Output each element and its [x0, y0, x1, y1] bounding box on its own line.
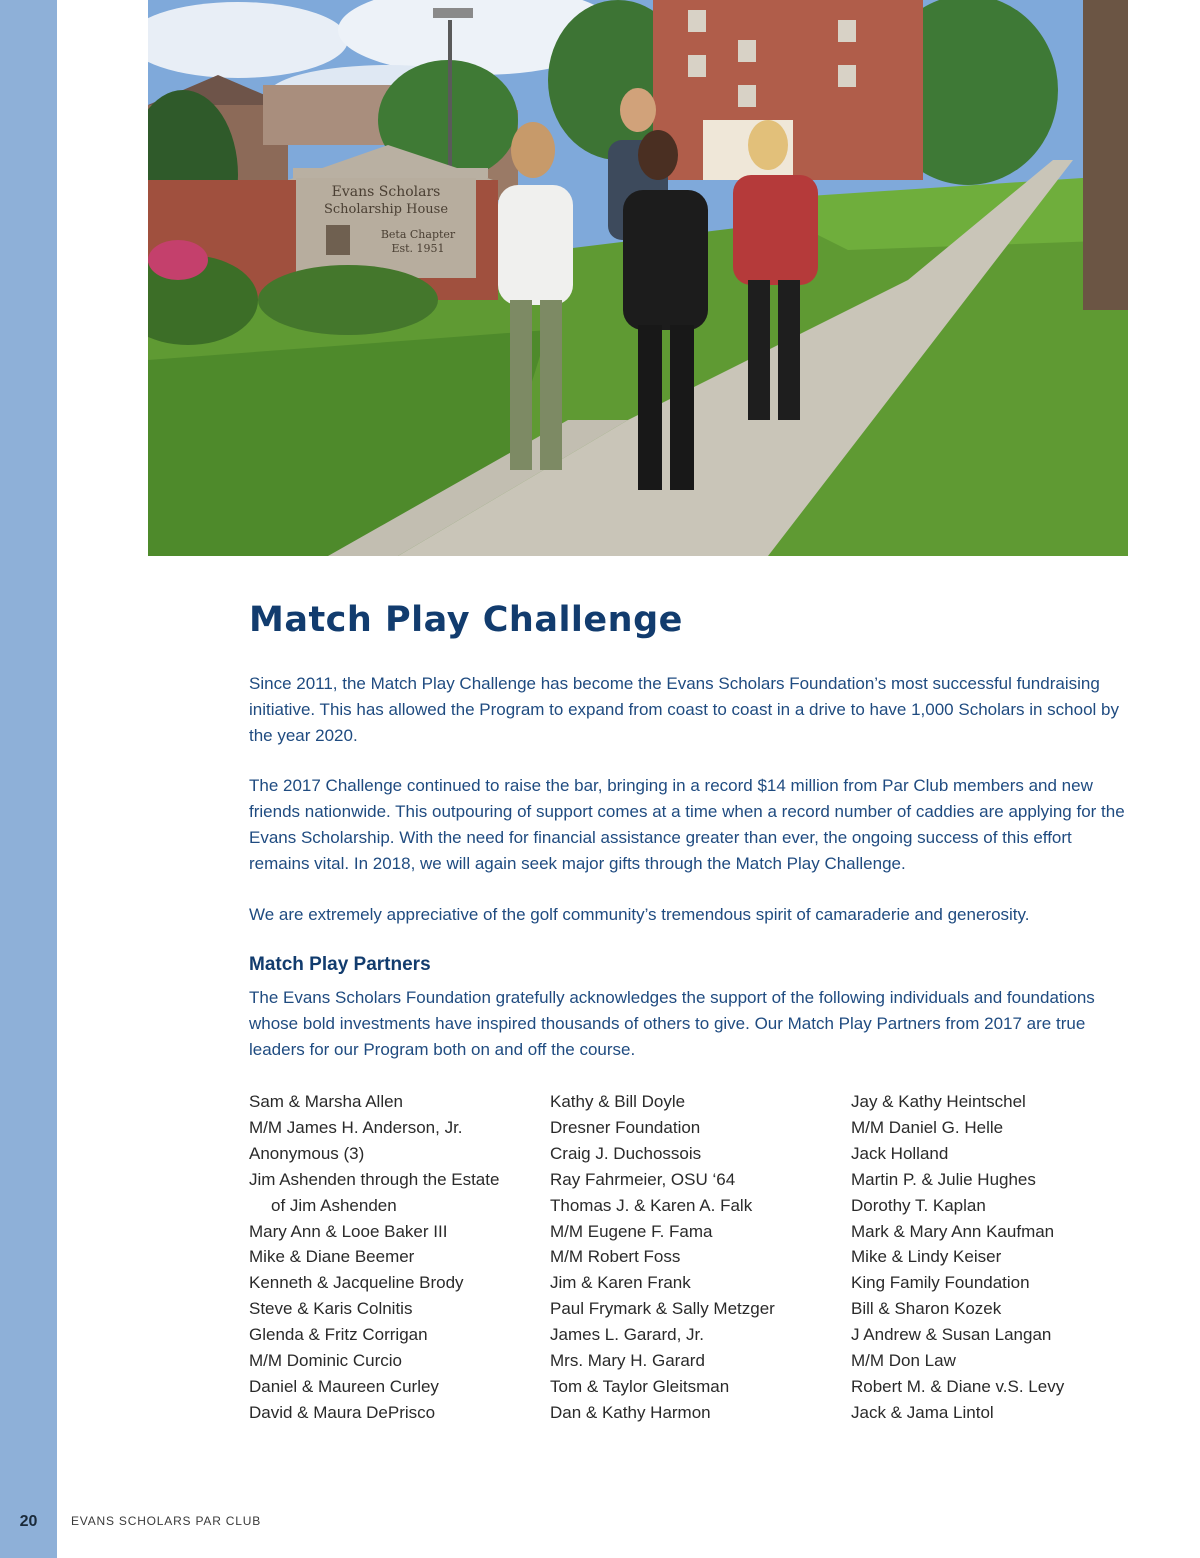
partners-intro-paragraph: The Evans Scholars Foundation gratefully acknowledges the support of the following individuals and foundations whose bold investments have inspired thousands of others to give. Our Match Play Partners from 2017 are true leaders for our Program both on and off the course. — [249, 988, 1095, 1059]
intro-paragraph: Since 2011, the Match Play Challenge has become the Evans Scholars Foundation’s most successful fundraising initiative. This has allowed the Program to expand from coast to coast in a drive to have 1,000 Scholars in school by the year 2020. — [249, 674, 1119, 745]
partner-name: Thomas J. & Karen A. Falk — [550, 1195, 753, 1215]
partner-name: Mark & Mary Ann Kaufman — [851, 1221, 1055, 1241]
partner-name: James L. Garard, Jr. — [550, 1325, 704, 1345]
partner-name: Robert M. & Diane v.S. Levy — [851, 1376, 1065, 1396]
partner-name: M/M Don Law — [851, 1351, 956, 1371]
partner-name: Jack & Jama Lintol — [851, 1402, 994, 1422]
section-heading: Match Play Partners — [249, 954, 431, 976]
partner-name: Jim Ashenden through the Estate — [249, 1169, 500, 1189]
sign-text-line3: Beta Chapter — [380, 228, 456, 241]
partner-name: Daniel & Maureen Curley — [249, 1376, 439, 1396]
partner-name: Jack Holland — [851, 1143, 949, 1163]
partner-name: Dresner Foundation — [550, 1117, 701, 1137]
page-title: Match Play Challenge — [249, 600, 683, 640]
partner-name: Ray Fahrmeier, OSU ‘64 — [550, 1169, 736, 1189]
partner-name: Mrs. Mary H. Garard — [550, 1351, 705, 1371]
partner-name: King Family Foundation — [851, 1273, 1030, 1293]
sign-text-line1: Evans Scholars — [331, 184, 441, 200]
partner-name-continued: of Jim Ashenden — [271, 1195, 397, 1215]
partner-name: Steve & Karis Colnitis — [249, 1299, 413, 1319]
partners-column-1 — [249, 1089, 499, 1426]
sign-text-line4: Est. 1951 — [391, 242, 445, 255]
partner-name: Craig J. Duchossois — [550, 1143, 702, 1163]
partner-name: M/M Dominic Curcio — [249, 1351, 403, 1371]
partner-name: Dorothy T. Kaplan — [851, 1195, 986, 1215]
partner-name: Kenneth & Jacqueline Brody — [249, 1273, 464, 1293]
partner-name: Mary Ann & Looe Baker III — [249, 1221, 448, 1241]
partner-name: Glenda & Fritz Corrigan — [249, 1325, 428, 1345]
partner-name: M/M Robert Foss — [550, 1247, 681, 1267]
partners-list — [249, 1089, 1129, 1429]
partner-name: M/M James H. Anderson, Jr. — [249, 1117, 463, 1137]
partner-name: Kathy & Bill Doyle — [550, 1092, 686, 1111]
partner-name: Jim & Karen Frank — [550, 1273, 691, 1293]
partner-name: M/M Eugene F. Fama — [550, 1221, 713, 1241]
footer-publication-label: EVANS SCHOLARS PAR CLUB — [71, 1514, 262, 1528]
partner-name: Sam & Marsha Allen — [249, 1092, 404, 1111]
partners-column-2 — [550, 1089, 775, 1426]
students-walking-photo — [148, 0, 1128, 556]
partners-column-3 — [851, 1089, 1064, 1426]
partner-name: Mike & Diane Beemer — [249, 1247, 415, 1267]
partner-name: Bill & Sharon Kozek — [851, 1299, 1002, 1319]
partner-name: Paul Frymark & Sally Metzger — [550, 1299, 775, 1319]
partner-name: Martin P. & Julie Hughes — [851, 1169, 1036, 1189]
partner-name: Tom & Taylor Gleitsman — [550, 1376, 730, 1396]
challenge-paragraph: The 2017 Challenge continued to raise the bar, bringing in a record $14 million from Par Club members and new friends nationwide. This outpouring of support comes at a time when a record number of caddies are applying for the Evans Scholarship. With the need for financial assistance greater than ever, the ongoing success of this effort remains vital. In 2018, we will again seek major gifts through the Match Play Challenge. — [249, 776, 1125, 873]
partner-name: Anonymous (3) — [249, 1143, 365, 1163]
sign-text-line2: Scholarship House — [323, 202, 449, 217]
appreciation-paragraph: We are extremely appreciative of the golf community’s tremendous spirit of camaraderie and generosity. — [249, 904, 1030, 924]
partner-name: M/M Daniel G. Helle — [851, 1117, 1004, 1137]
side-color-bar — [0, 0, 57, 1558]
article-body — [249, 600, 1129, 1063]
partner-name: Dan & Kathy Harmon — [550, 1402, 711, 1422]
partner-name: J Andrew & Susan Langan — [851, 1325, 1052, 1345]
partner-name: Mike & Lindy Keiser — [851, 1247, 1002, 1267]
partner-name: Jay & Kathy Heintschel — [851, 1092, 1026, 1111]
page-number: 20 — [19, 1513, 38, 1530]
partner-name: David & Maura DePrisco — [249, 1402, 436, 1422]
